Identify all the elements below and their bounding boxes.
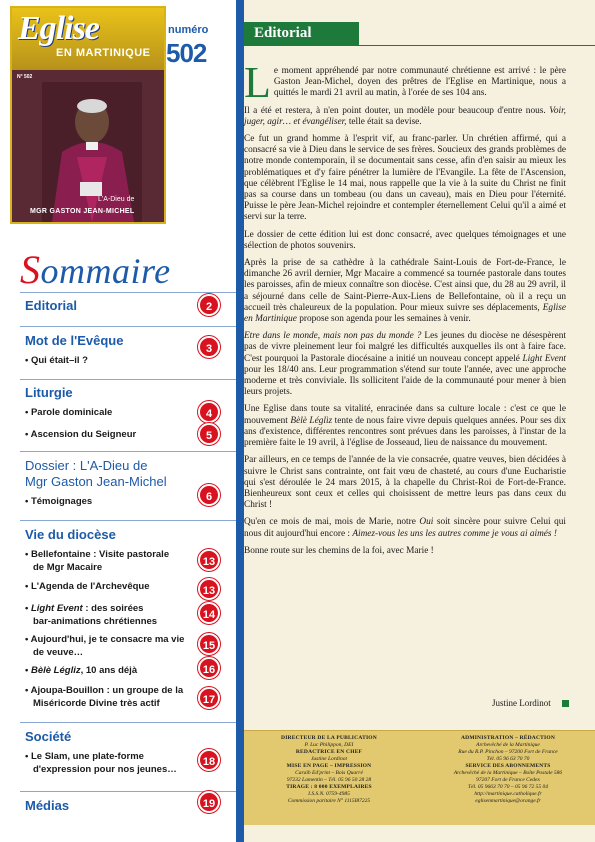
- text-run: soit sincère pour suivre Celui qui nous dit aujourd'hui encore :: [244, 517, 566, 539]
- toc-item-vie-3[interactable]: • Light Event : des soirées bar-animations chrétiennes: [25, 603, 158, 627]
- editorial-signature: Justine Lordinot: [492, 698, 551, 708]
- editorial-paragraph-7: [244, 404, 566, 449]
- toc-item-vie-5[interactable]: • Bèlè Légliz, 10 ans déjà: [25, 665, 138, 676]
- sommaire-title: [20, 246, 171, 293]
- cover-title: Eglise: [18, 10, 99, 47]
- page-badge-vie-1[interactable]: 13: [198, 549, 220, 571]
- section-title-eveque[interactable]: Mot de l'Evêque: [25, 333, 124, 348]
- editorial-paragraph-3: Ce fut un grand homme à l'esprit vif, au franc-parler. Un chrétien affirmé, qui a consacré sa vie à Dieu dans le service de ses frères. Soucieux des grands problèmes de notre monde contemporain, il se documentait sans cesse, afin d'en saisir au mieux les problématiques et d'y faire pénétrer la lumière de l'Evangile. La fête de l'Ascension, que célèbrent l'Eglise le 14 mai, nous rappelle que la vie à la suite du Christ ne finit pas sa course dans un tombeau (ou dans un caveau), mais en Dieu pour l'éternité. Puisse le père Jean-Michel rejoindre et contempler éternellement Celui qu'il a aimé et servi sur la terre.: [244, 134, 566, 223]
- page-badge-liturgie-1[interactable]: 4: [198, 401, 220, 423]
- toc-item-vie-4[interactable]: [25, 633, 184, 659]
- masthead-left-heading: REDACTRICE EN CHEF: [295, 749, 363, 755]
- italic-run: Voir, juger, agir… et évangéliser,: [244, 105, 566, 127]
- masthead-left-heading: DIRECTEUR DE LA PUBLICATION: [281, 735, 377, 741]
- section-divider: [20, 722, 236, 723]
- cover-caption-line2: MGR GASTON JEAN-MICHEL: [30, 208, 135, 215]
- sommaire-title-initial: S: [20, 247, 41, 292]
- toc-item-vie-1-line1: • Bellefontaine : Visite pastorale: [25, 549, 170, 560]
- editorial-paragraph-9: [244, 517, 566, 539]
- masthead-right-value: eglisenmartinique@orange.fr: [475, 798, 541, 804]
- text-run: Qu'en ce mois de mai, mois de Marie, notre: [244, 517, 420, 528]
- masthead-right-value: Rue du R.P. Pinchon – 97200 Fort de France: [458, 749, 558, 755]
- text-run: Une Eglise dans toute sa vitalité, enracinée dans sa culture locale : c'est ce que le mouvement: [244, 404, 566, 426]
- page-badge-editorial[interactable]: 2: [198, 294, 220, 316]
- text-run: pour les 18/40 ans. Leur programmation s'étend sur toute l'année, avec une approche moderne et très conviviale. Ils sollicitent l'aide de la communauté pour mener à bien leurs projets.: [244, 364, 566, 398]
- toc-item-dossier-1[interactable]: • Témoignages: [25, 496, 93, 507]
- masthead-right-column: [428, 735, 588, 805]
- masthead-left-heading: MISE EN PAGE – IMPRESSION: [286, 763, 372, 769]
- masthead-left-value: Justine Lordinot: [310, 756, 347, 762]
- section-divider: [20, 520, 236, 521]
- toc-item-societe-1-line2: d'expression pour nos jeunes…: [33, 764, 177, 775]
- toc-item-vie-4-line1: • Aujourd'hui, je te consacre ma vie: [25, 634, 185, 645]
- italic-run: Etre dans le monde, mais non pas du monde ?: [244, 331, 422, 342]
- section-divider: [20, 379, 236, 380]
- masthead-left-value: Commission paritaire N° 1115I87225: [287, 798, 371, 804]
- toc-item-vie-5-text: , 10 ans déjà: [80, 665, 138, 676]
- toc-item-vie-1[interactable]: [25, 548, 169, 574]
- section-title-editorial[interactable]: Editorial: [25, 298, 78, 313]
- masthead-left-value: Caraïb Ed'print – Bois Quarré: [295, 770, 363, 776]
- masthead-left-heading: TIRAGE : 8 000 EXEMPLAIRES: [286, 784, 372, 790]
- text-run: Les jeunes du diocèse ne désespèrent pas de vivre pleinement leur foi malgré les difficultés auxquelles ils ont à faire face. C'est pourquoi la Pastorale diocésaine a initié un nouveau concept appelé: [244, 331, 566, 364]
- page-badge-vie-2[interactable]: 13: [198, 578, 220, 600]
- section-title-liturgie[interactable]: Liturgie: [25, 385, 73, 400]
- toc-item-vie-2[interactable]: • L'Agenda de l'Archevêque: [25, 581, 150, 592]
- toc-item-liturgie-2[interactable]: • Ascension du Seigneur: [25, 429, 137, 440]
- editorial-banner-title: Editorial: [254, 25, 312, 41]
- masthead-box: [244, 730, 595, 825]
- cover-issue-number: N° 502: [17, 74, 33, 80]
- toc-item-vie-5-italic: Bèlè Légliz: [30, 665, 81, 676]
- page-badge-vie-5[interactable]: 16: [198, 657, 220, 679]
- masthead-right-value: Tél. 05 96 63 70 70: [486, 756, 530, 762]
- section-divider: [20, 292, 236, 293]
- masthead-right-heading: ADMINISTRATION – RÉDACTION: [460, 735, 556, 741]
- section-title-dossier-line2[interactable]: Mgr Gaston Jean-Michel: [25, 474, 167, 489]
- masthead-right-value: Tél. 05 9663 70 70 – 05 96 72 55 04: [468, 784, 548, 790]
- italic-run: Bèlè Léglìz: [290, 415, 333, 426]
- masthead-left-column: [249, 735, 409, 805]
- signature-mark-icon: [562, 700, 569, 707]
- section-title-societe[interactable]: Société: [25, 729, 72, 744]
- editorial-paragraph-6: [244, 331, 566, 398]
- editorial-dropcap: L: [244, 58, 271, 107]
- section-title-vie-diocese[interactable]: Vie du diocèse: [25, 527, 116, 542]
- toc-item-vie-1-line2: de Mgr Macaire: [33, 562, 103, 573]
- masthead-right-value: http://martinique.catholique.fr: [474, 791, 542, 797]
- italic-run: Light Event: [522, 353, 566, 364]
- text-run: telle était sa devise.: [346, 116, 422, 127]
- section-title-dossier-line1[interactable]: Dossier : L'A-Dieu de: [25, 458, 148, 473]
- masthead-right-value: 97207 Fort de France Cedex: [476, 777, 540, 783]
- masthead-right-value: Archevêché de la Martinique: [476, 742, 540, 748]
- toc-item-vie-6[interactable]: [25, 684, 183, 710]
- page-badge-eveque[interactable]: 3: [198, 336, 220, 358]
- toc-item-vie-3-line1: : des soirées: [85, 603, 144, 614]
- page-badge-societe[interactable]: 18: [198, 749, 220, 771]
- page-badge-medias[interactable]: 19: [198, 791, 220, 813]
- masthead-right-value: Archevêché de la Martinique – Boîte Postale 586: [453, 770, 563, 776]
- masthead-left-value: 97232 Lamentin – Tél. 05 96 50 28 28: [286, 777, 372, 783]
- page-badge-vie-3[interactable]: 14: [198, 602, 220, 624]
- editorial-banner-rule: [244, 45, 595, 46]
- page-badge-vie-4[interactable]: 15: [198, 633, 220, 655]
- editorial-paragraph-4: Le dossier de cette édition lui est donc consacré, avec quelques témoignages et une sélection de photos souvenirs.: [244, 229, 566, 251]
- toc-item-vie-6-line1: • Ajoupa-Bouillon : un groupe de la: [25, 685, 184, 696]
- editorial-paragraph-2: [244, 106, 566, 128]
- text-run: Après la prise de sa cathèdre à la cathédrale Saint-Louis de Fort-de-France, le dimanche 26 avril dernier, Mgr Macaire a commencé sa tournée pastorale dans toutes les paroisses, afin de mieux connaître son diocèse. C'est ainsi que, du 28 au 29 avril, il a séjourné dans celle de Saint-Pierre-Aux-Liens de Bellefontaine, où il a reçu un accueil très chaleureux de la population. Pour mieux suivre ses déplacements,: [244, 258, 566, 313]
- column-divider-strip: [236, 0, 244, 842]
- issue-number: 502: [166, 38, 207, 68]
- toc-item-liturgie-1[interactable]: • Parole dominicale: [25, 407, 113, 418]
- section-title-medias[interactable]: Médias: [25, 798, 70, 813]
- page-badge-vie-6[interactable]: 17: [198, 687, 220, 709]
- section-divider: [20, 326, 236, 327]
- page-badge-dossier[interactable]: 6: [198, 484, 220, 506]
- masthead-left-value: P. Luc Philippon, DEI: [304, 742, 354, 748]
- sommaire-column: [0, 0, 236, 842]
- toc-item-societe-1-line1: • Le Slam, une plate-forme: [25, 751, 144, 762]
- toc-item-vie-3-line2: bar-animations chrétiennes: [33, 616, 158, 627]
- editorial-paragraph-10: Bonne route sur les chemins de la foi, avec Marie !: [244, 545, 434, 556]
- masthead-left-value: I.S.S.N. 0759-4985: [308, 791, 350, 797]
- issue-label: numéro: [168, 24, 209, 36]
- text-run: Il a été et restera, à n'en point douter, un modèle pour beaucoup d'entre nous.: [244, 105, 550, 116]
- toc-item-vie-3-italic: Light Event: [30, 603, 83, 614]
- italic-run: Oui: [419, 517, 434, 528]
- toc-item-eveque-1[interactable]: • Qui était–il ?: [25, 355, 88, 366]
- editorial-paragraph-1-text: e moment appréhendé par notre communauté chrétienne est arrivé : le père Gaston Jean-Michel, doyen des prêtres de l'Eglise en Martinique, nous a quittés le mardi 21 avril au matin, à l'orée de ses 104 ans.: [273, 66, 566, 99]
- text-run: propose son agenda pour les semaines à venir.: [296, 314, 471, 325]
- text-run: tente de nous faire vivre depuis quelques années. Pour ses dix ans d'existence, différentes rencontres sont prévues dans les paroisses, à l'instar de la première faite le 19 avril, à l'église de Josseaud, lieu de naissance du mouvement.: [244, 415, 566, 449]
- editorial-column: [244, 0, 595, 842]
- italic-run: Eglise en Martinique: [244, 302, 566, 325]
- italic-run: Aimez-vous les uns les autres comme je vous ai aimés !: [352, 528, 557, 539]
- editorial-paragraph-5: [244, 258, 566, 325]
- toc-item-vie-6-line2: Miséricorde Divine très actif: [33, 698, 160, 709]
- editorial-paragraph-8: Par ailleurs, en ce temps de l'année de la vie consacrée, quatre veuves, bien décidées à suivre le Christ sans contrainte, ont fait vœu de chasteté, au cours d'une Eucharistie qui s'est déroulée le 24 mars 2015, à la chapelle du Christ-Roi de Fort-de-France. Bienheureux sont ceux et celles qui choisissent de mettre leurs pas dans ceux du Christ !: [244, 455, 566, 511]
- toc-item-societe-1[interactable]: [25, 750, 177, 776]
- masthead-right-heading: SERVICE DES ABONNEMENTS: [465, 763, 551, 769]
- sommaire-title-rest: ommaire: [40, 251, 171, 291]
- toc-item-vie-4-line2: de veuve…: [33, 647, 84, 658]
- cover-caption-line1: L'A-Dieu de: [98, 196, 135, 203]
- editorial-banner: [244, 22, 359, 46]
- section-divider: [20, 451, 236, 452]
- page-badge-liturgie-2[interactable]: 5: [198, 423, 220, 445]
- cover-thumbnail[interactable]: [10, 6, 166, 224]
- cover-subtitle: EN MARTINIQUE: [56, 47, 151, 59]
- editorial-paragraph-1: [244, 58, 566, 107]
- editorial-article: [244, 58, 595, 563]
